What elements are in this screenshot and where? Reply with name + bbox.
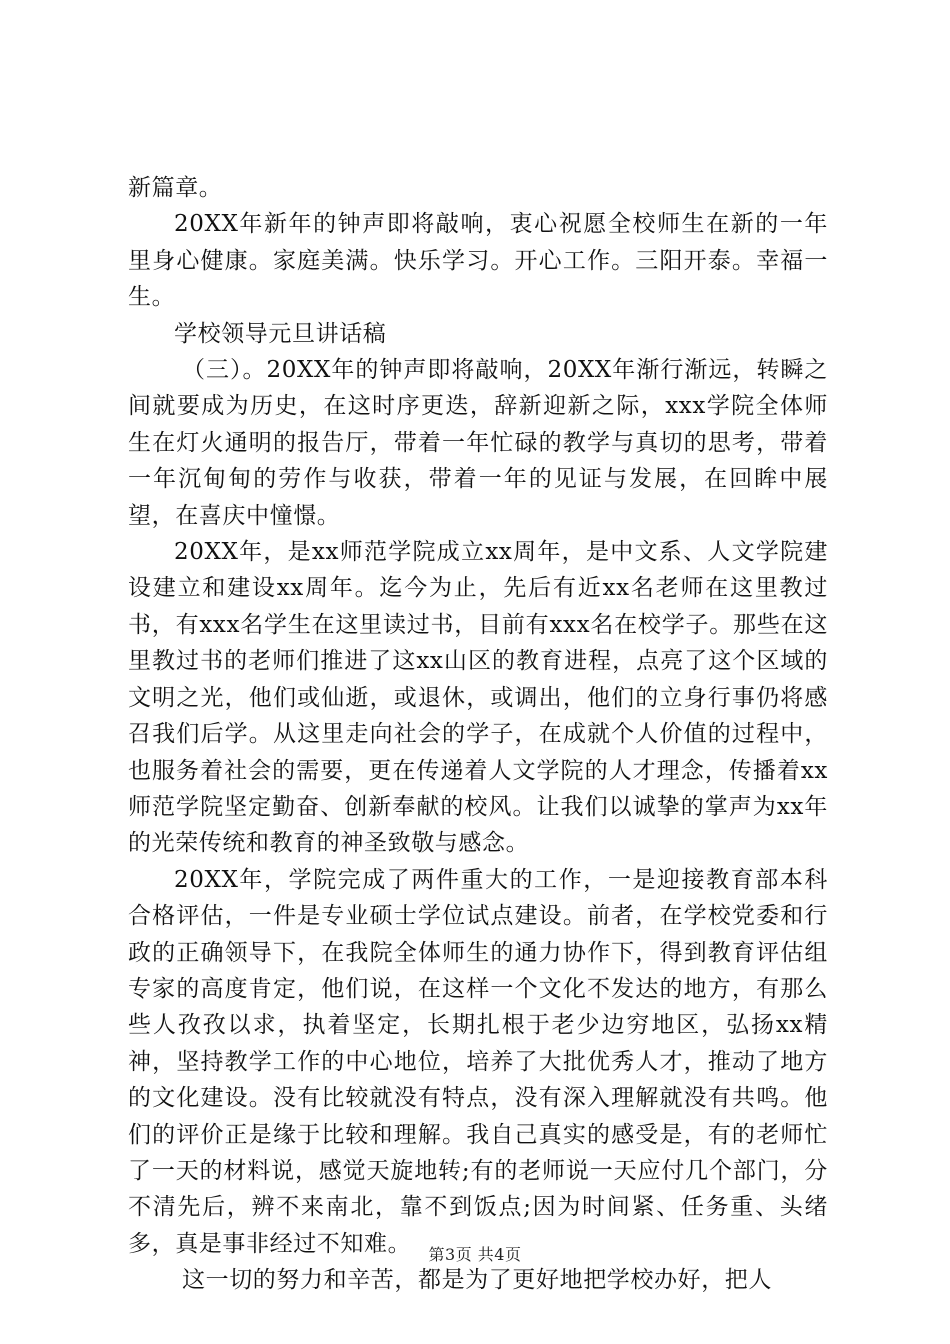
page-footer bbox=[0, 1242, 950, 1265]
paragraph-part-three: （三）。20XX年的钟声即将敲响，20XX年渐行渐远，转瞬之间就要成为历史，在这时序更迭，辞新迎新之际，xxx学院全体师生在灯火通明的报告厅，带着一年忙碌的教学与真切的思考，带着一年沉甸甸的劳作与收获，带着一年的见证与发展，在回眸中展望，在喜庆中憧憬。 bbox=[128, 357, 828, 529]
paragraph-continuation: 新篇章。 bbox=[128, 175, 223, 201]
page-number-label: 第3页 共4页 bbox=[428, 1245, 522, 1264]
paragraph-efforts: 这一切的努力和辛苦，都是为了更好地把学校办好，把人 bbox=[182, 1267, 772, 1294]
paragraph-new-year-wishes: 20XX年新年的钟声即将敲响，衷心祝愿全校师生在新的一年里身心健康。家庭美满。快乐学习。开心工作。三阳开泰。幸福一生。 bbox=[128, 211, 828, 311]
document-body bbox=[128, 170, 828, 1299]
paragraph-achievements: 20XX年，学院完成了两件重大的工作，一是迎接教育部本科合格评估，一件是专业硕士学位试点建设。前者，在学校党委和行政的正确领导下，在我院全体师生的通力协作下，得到教育评估组专家的高度肯定，他们说，在这样一个文化不发达的地方，有那么些人孜孜以求，执着坚定，长期扎根于老少边穷地区，弘扬xx精神，坚持教学工作的中心地位，培养了大批优秀人才，推动了地方的文化建设。没有比较就没有特点，没有深入理解就没有共鸣。他们的评价正是缘于比较和理解。我自己真实的感受是，有的老师忙了一天的材料说，感觉天旋地转;有的老师说一天应付几个部门，分不清先后，辨不来南北，靠不到饭点;因为时间紧、任务重、头绪多，真是事非经过不知难。 bbox=[128, 866, 828, 1257]
section-heading: 学校领导元旦讲话稿 bbox=[174, 320, 387, 347]
paragraph-anniversary: 20XX年，是xx师范学院成立xx周年，是中文系、人文学院建设建立和建设xx周年。迄今为止，先后有近xx名老师在这里教过书，有xxx名学生在这里读过书，目前有xxx名在校学子。那些在这里教过书的老师们推进了这xx山区的教育进程，点亮了这个区域的文明之光，他们或仙逝，或退休，或调出，他们的立身行事仍将感召我们后学。从这里走向社会的学子，在成就个人价值的过程中，也服务着社会的需要，更在传递着人文学院的人才理念，传播着xx师范学院坚定勤奋、创新奉献的校风。让我们以诚挚的掌声为xx年的光荣传统和教育的神圣致敬与感念。 bbox=[128, 539, 828, 857]
